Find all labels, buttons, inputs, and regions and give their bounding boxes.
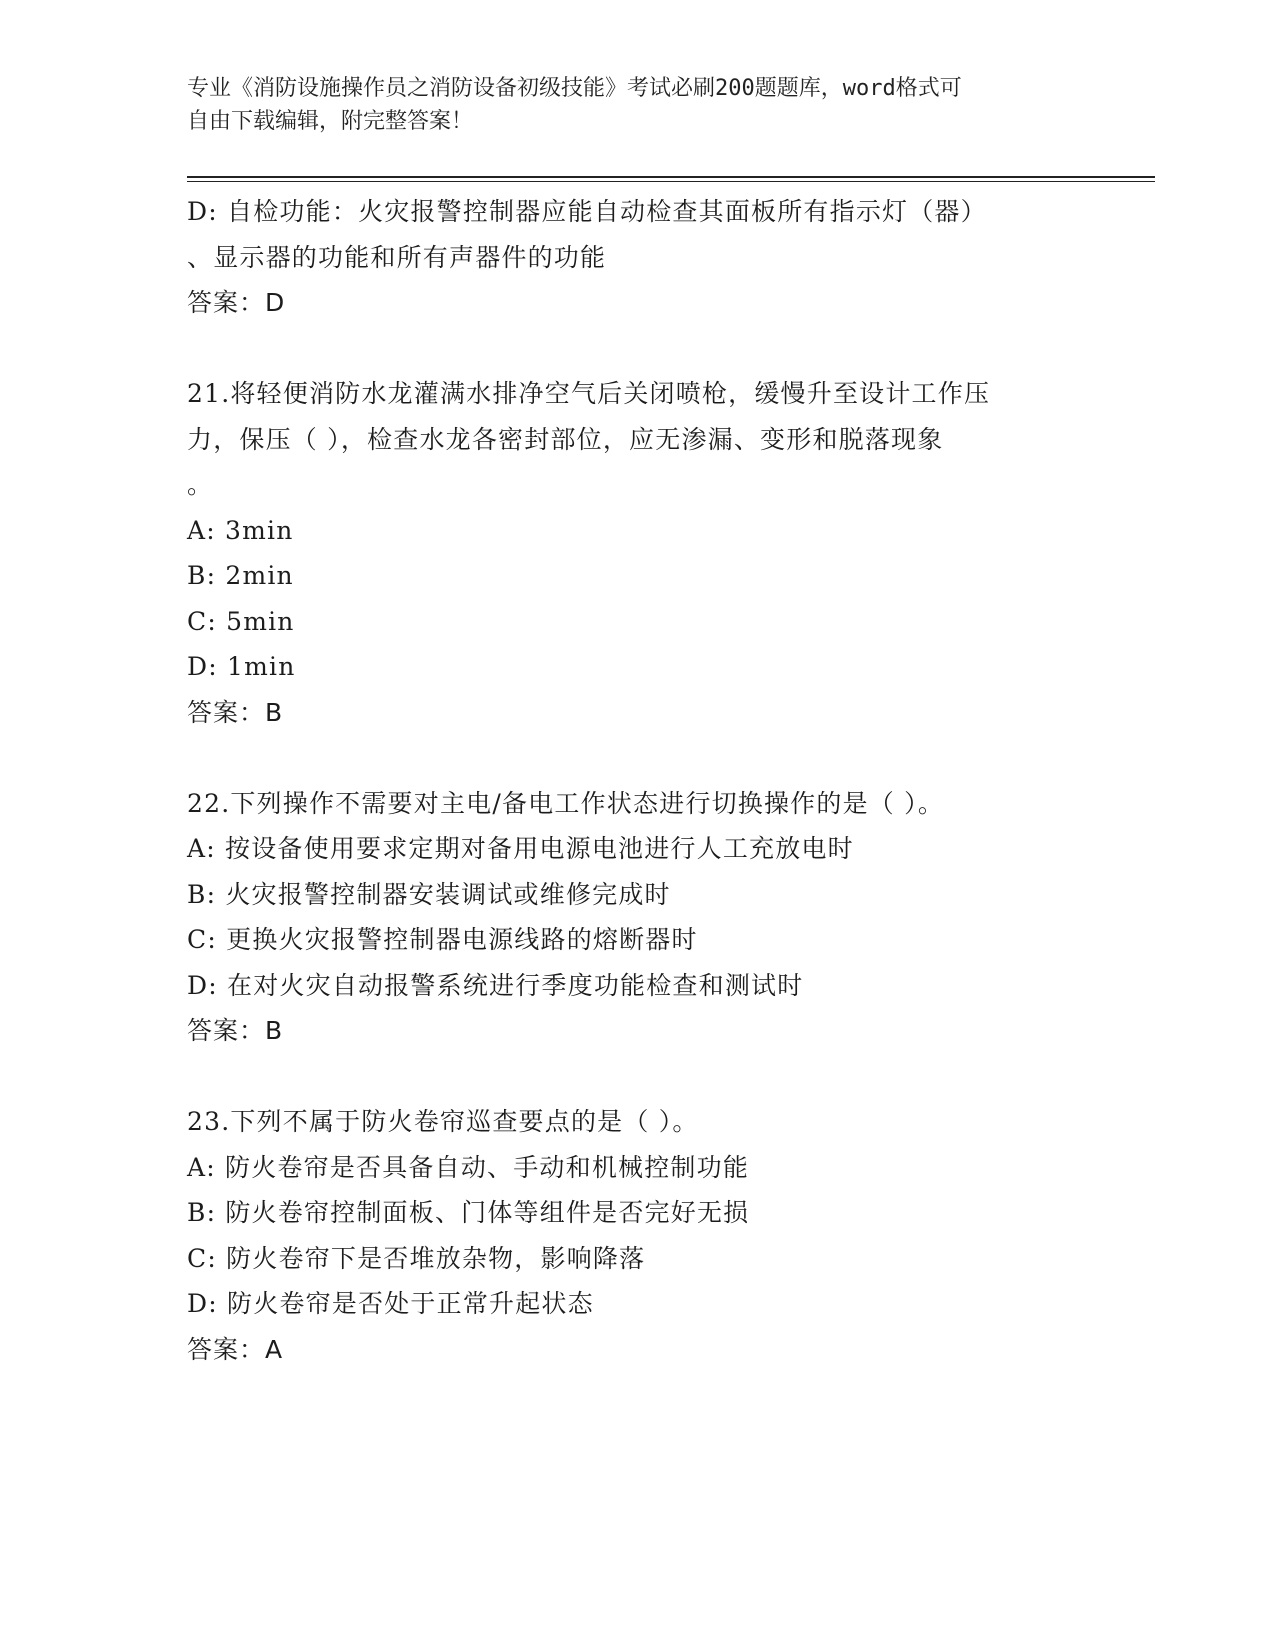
option-b: B: 2min [187, 561, 294, 590]
spacer [187, 735, 1087, 781]
spacer [187, 326, 1087, 372]
option-d: D: 在对火灾自动报警系统进行季度功能检查和测试时 [187, 970, 804, 1000]
spacer [187, 1054, 1087, 1100]
question-stem-line: 22.下列操作不需要对主电/备电工作状态进行切换操作的是（ ）。 [187, 788, 945, 818]
option-d: D: 1min [187, 652, 296, 681]
question-20-continuation [187, 189, 1087, 326]
question-stem-line: 21.将轻便消防水龙灌满水排净空气后关闭喷枪，缓慢升至设计工作压 [187, 379, 991, 408]
question-stem-line: 。 [187, 470, 214, 499]
answer-text: 答案：A [187, 1334, 284, 1364]
answer-text: 答案：B [187, 1016, 284, 1045]
option-a: A: 防火卷帘是否具备自动、手动和机械控制功能 [187, 1152, 750, 1182]
option-b: B: 防火卷帘控制面板、门体等组件是否完好无损 [187, 1198, 750, 1227]
option-c: C: 更换火灾报警控制器电源线路的熔断器时 [187, 925, 698, 954]
question-stem-line: 力，保压（ ），检查水龙各密封部位，应无渗漏、变形和脱落现象 [187, 424, 944, 454]
answer-text: 答案：B [187, 697, 284, 727]
question-21 [187, 371, 1087, 735]
document-body [187, 189, 1087, 1372]
option-d: D: 防火卷帘是否处于正常升起状态 [187, 1289, 594, 1318]
option-b: B: 火灾报警控制器安装调试或维修完成时 [187, 879, 671, 909]
header-line-1: 专业《消防设施操作员之消防设备初级技能》考试必刷200题题库，word格式可 [187, 76, 962, 101]
option-d-line-1: D: 自检功能：火灾报警控制器应能自动检查其面板所有指示灯（器） [187, 197, 987, 226]
option-c: C: 防火卷帘下是否堆放杂物，影响降落 [187, 1243, 646, 1273]
question-23 [187, 1099, 1087, 1372]
answer-text: 答案：D [187, 288, 286, 317]
document-header [187, 72, 1087, 138]
header-line-2: 自由下载编辑，附完整答案！ [187, 109, 474, 134]
header-divider-thick [187, 176, 1155, 178]
header-divider-thin [187, 181, 1155, 182]
option-d-line-2: 、显示器的功能和所有声器件的功能 [187, 242, 607, 272]
option-a: A: 按设备使用要求定期对备用电源电池进行人工充放电时 [187, 834, 854, 863]
option-a: A: 3min [187, 515, 294, 545]
question-22 [187, 781, 1087, 1054]
question-stem-line: 23.下列不属于防火卷帘巡查要点的是（ ）。 [187, 1107, 699, 1136]
option-c: C: 5min [187, 606, 295, 636]
